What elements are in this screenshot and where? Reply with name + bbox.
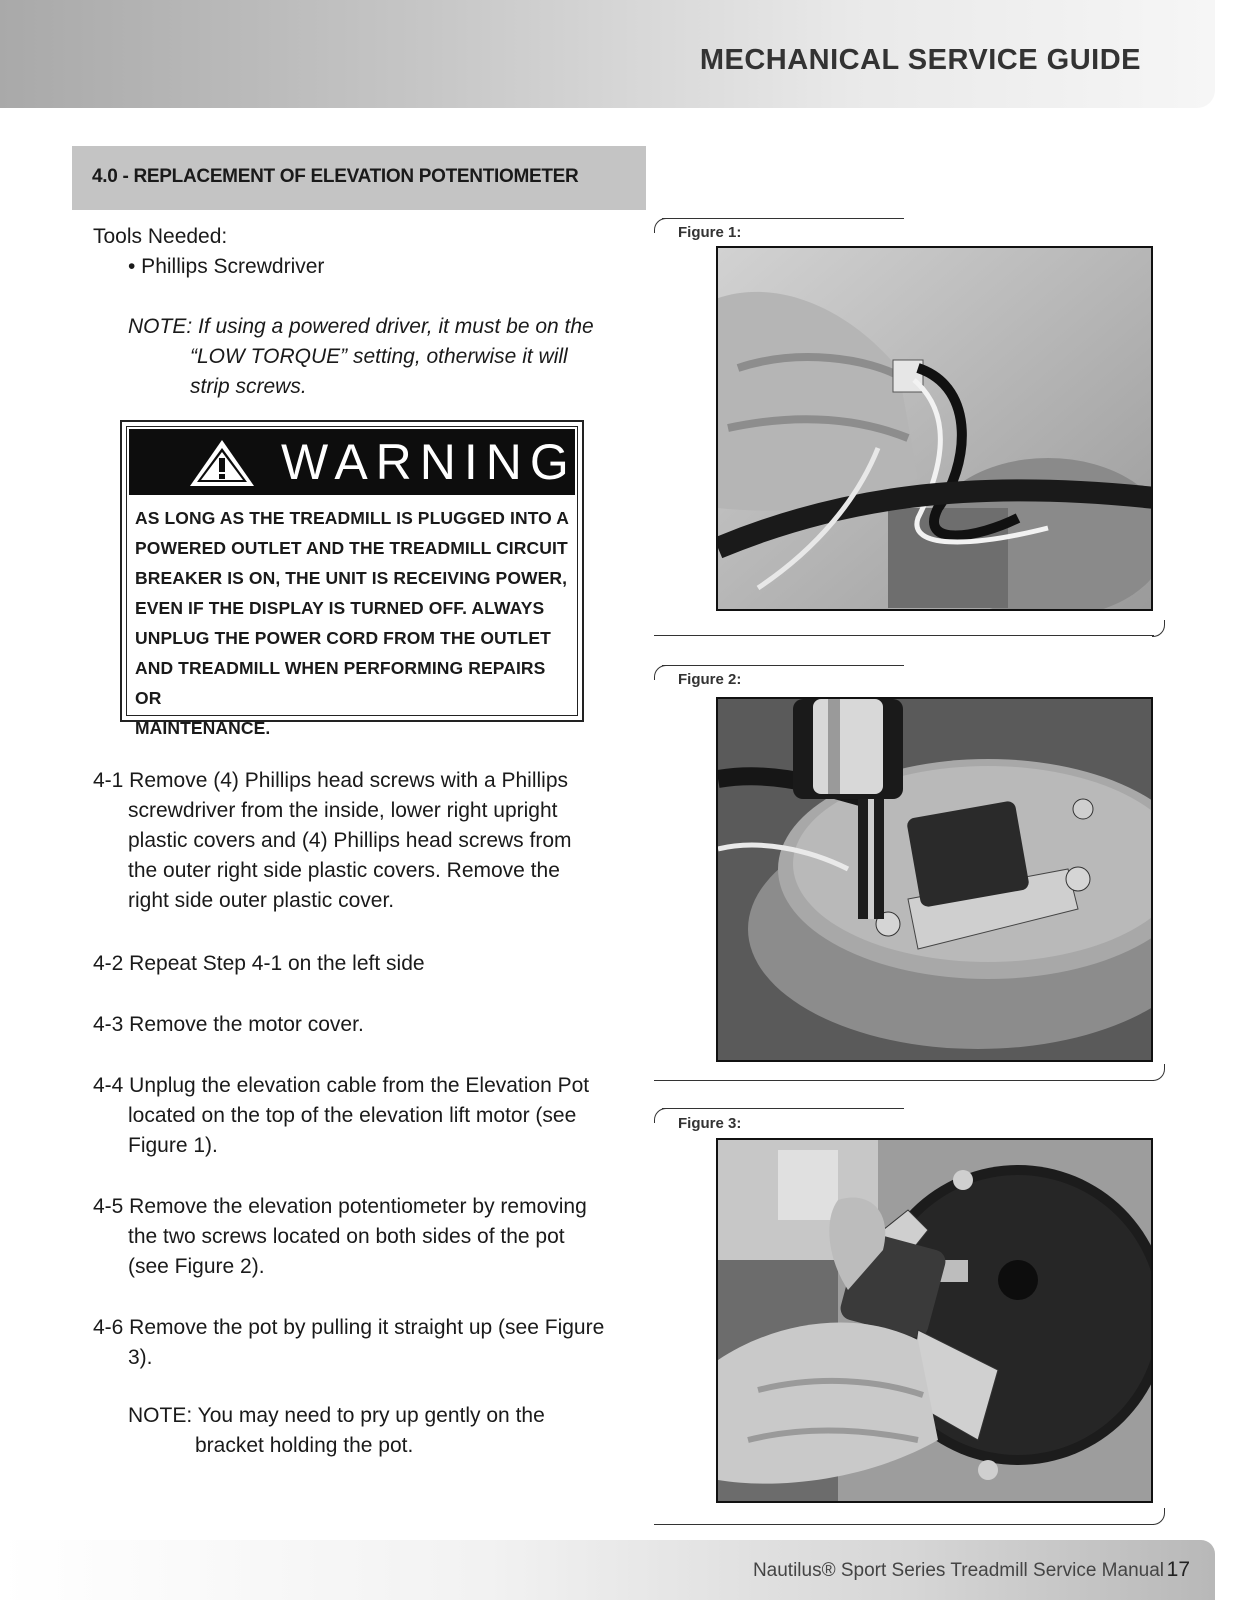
- warning-word: WARNING: [281, 434, 577, 490]
- warning-line: UNPLUG THE POWER CORD FROM THE OUTLET: [135, 628, 551, 648]
- torque-note-line3: strip screws.: [190, 375, 307, 398]
- warning-header: [129, 429, 575, 495]
- step-4-1: [93, 766, 633, 916]
- tools-needed-item: • Phillips Screwdriver: [128, 255, 325, 278]
- figure-1-caption-hook: [654, 218, 667, 233]
- step-4-3: [93, 1010, 633, 1040]
- torque-note-line2: “LOW TORQUE” setting, otherwise it will: [190, 345, 568, 368]
- section-heading-bar: [72, 146, 646, 210]
- figure-1-photo: [716, 246, 1153, 611]
- step-4-2: [93, 949, 633, 979]
- footer-page-number: 17: [1166, 1558, 1190, 1581]
- warning-inner-frame: [126, 426, 578, 738]
- page-header-title: MECHANICAL SERVICE GUIDE: [699, 44, 1141, 76]
- figure-2-caption-hook: [654, 665, 667, 680]
- figure-3-caption-hook: [654, 1108, 667, 1123]
- warning-triangle-icon: [187, 437, 257, 489]
- step-line: 3).: [128, 1346, 153, 1369]
- step-4-4: [93, 1071, 633, 1161]
- torque-note-line1: NOTE: If using a powered driver, it must be on the: [128, 315, 594, 338]
- figure-2-photo: [716, 697, 1153, 1062]
- step-line: screwdriver from the inside, lower right upright: [128, 799, 558, 822]
- step-first-line: 4-5 Remove the elevation potentiometer by removing: [93, 1195, 587, 1218]
- step-line: Figure 1).: [128, 1134, 218, 1157]
- step-first-line: 4-4 Unplug the elevation cable from the Elevation Pot: [93, 1074, 590, 1097]
- figure-1-caption-rule: [662, 218, 904, 219]
- figure-3-photo: [716, 1138, 1153, 1503]
- figure-1-bottom-hook: [1152, 620, 1165, 637]
- figure-3-label: Figure 3:: [678, 1115, 742, 1132]
- warning-line: AS LONG AS THE TREADMILL IS PLUGGED INTO A: [135, 508, 569, 528]
- step-4-5: [93, 1192, 633, 1282]
- warning-box: [120, 420, 584, 738]
- warning-line: EVEN IF THE DISPLAY IS TURNED OFF. ALWAYS: [135, 598, 545, 618]
- step-line: located on the top of the elevation lift motor (see: [128, 1104, 577, 1127]
- figure-2-caption-rule: [662, 665, 904, 666]
- figure-3-caption-rule: [662, 1108, 904, 1109]
- step-4-6: [93, 1313, 633, 1373]
- figure-3-bottom-hook: [1152, 1508, 1165, 1525]
- warning-line: MAINTENANCE.: [135, 718, 271, 738]
- step-line: plastic covers and (4) Phillips head screws from: [128, 829, 572, 852]
- footer-manual-title: Nautilus® Sport Series Treadmill Service Manual: [752, 1560, 1164, 1581]
- figure-3-bottom-rule: [654, 1524, 1154, 1525]
- warning-text: [135, 503, 575, 743]
- step-line: the outer right side plastic covers. Remove the: [128, 859, 560, 882]
- step-line: (see Figure 2).: [128, 1255, 265, 1278]
- warning-line: BREAKER IS ON, THE UNIT IS RECEIVING POWER,: [135, 568, 568, 588]
- step-first-line: 4-3 Remove the motor cover.: [93, 1013, 364, 1036]
- pry-note-line2: bracket holding the pot.: [195, 1434, 414, 1457]
- figure-2-label: Figure 2:: [678, 671, 742, 688]
- torque-note: [128, 312, 628, 402]
- warning-line: POWERED OUTLET AND THE TREADMILL CIRCUIT: [135, 538, 568, 558]
- warning-line: AND TREADMILL WHEN PERFORMING REPAIRS OR: [135, 658, 546, 708]
- tools-needed-label: Tools Needed:: [93, 225, 228, 248]
- figure-2-bottom-rule: [654, 1080, 1154, 1081]
- pry-note-line1: NOTE: You may need to pry up gently on the: [128, 1404, 545, 1427]
- step-first-line: 4-2 Repeat Step 4-1 on the left side: [93, 952, 425, 975]
- step-first-line: 4-1 Remove (4) Phillips head screws with a Phillips: [93, 769, 569, 792]
- section-title: 4.0 - REPLACEMENT OF ELEVATION POTENTIOMETER: [92, 166, 579, 187]
- pry-note: [128, 1401, 628, 1461]
- figure-1-label: Figure 1:: [678, 224, 742, 241]
- figure-1-bottom-rule: [654, 635, 1154, 636]
- step-first-line: 4-6 Remove the pot by pulling it straight up (see Figure: [93, 1316, 605, 1339]
- figure-2-bottom-hook: [1152, 1064, 1165, 1081]
- step-line: right side outer plastic cover.: [128, 889, 395, 912]
- step-line: the two screws located on both sides of the pot: [128, 1225, 565, 1248]
